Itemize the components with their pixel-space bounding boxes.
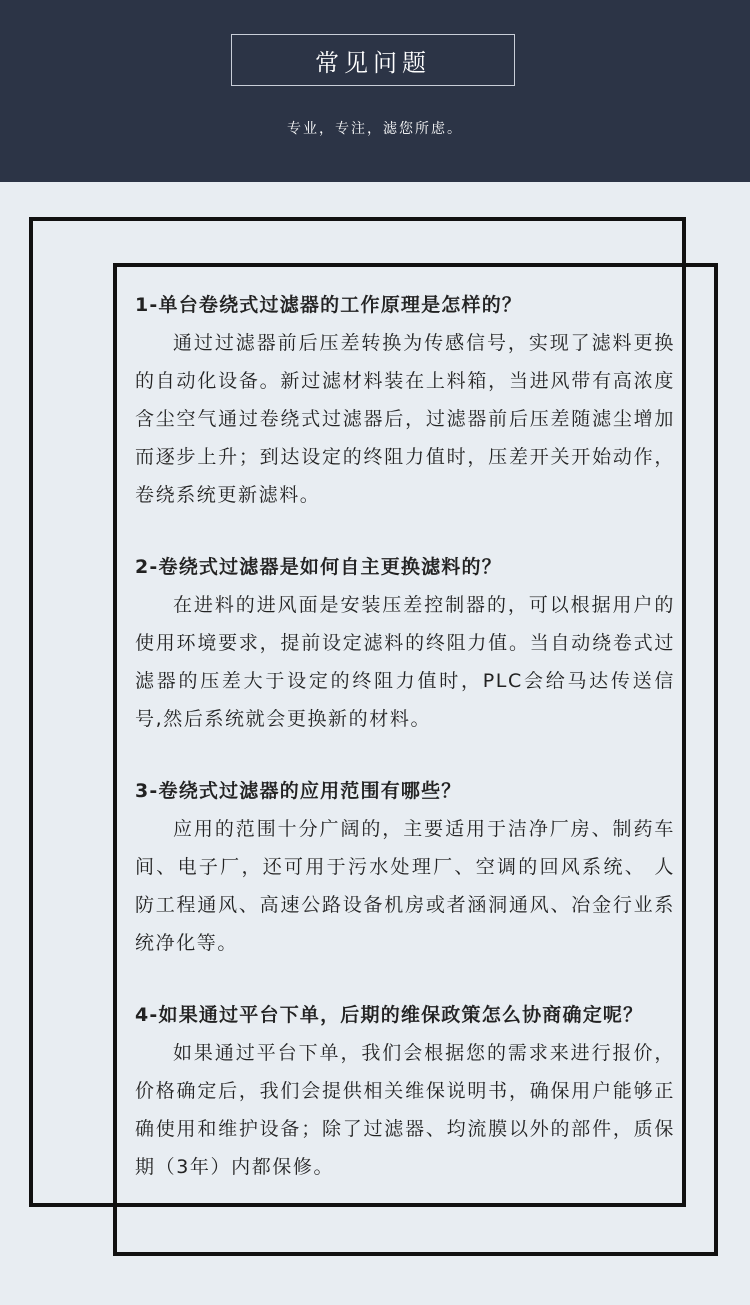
faq-answer: 通过过滤器前后压差转换为传感信号，实现了滤料更换的自动化设备。新过滤材料装在上料箱，当进风带有高浓度含尘空气通过卷绕式过滤器后，过滤器前后压差随滤尘增加而逐步上升；到达设定的终阻力值时，压差开关开始动作，卷绕系统更新滤料。 bbox=[135, 332, 675, 506]
page-header bbox=[0, 0, 750, 182]
faq-item bbox=[135, 286, 675, 514]
faq-question: 3-卷绕式过滤器的应用范围有哪些？ bbox=[135, 780, 462, 802]
faq-item bbox=[135, 772, 675, 962]
page-title: 常见问题 bbox=[231, 34, 515, 86]
faq-item bbox=[135, 996, 675, 1186]
page-subtitle: 专业，专注，滤您所虑。 bbox=[287, 121, 463, 137]
faq-question: 2-卷绕式过滤器是如何自主更换滤料的？ bbox=[135, 556, 502, 578]
faq-question: 4-如果通过平台下单，后期的维保政策怎么协商确定呢？ bbox=[135, 1004, 644, 1026]
faq-answer: 在进料的进风面是安装压差控制器的，可以根据用户的使用环境要求，提前设定滤料的终阻力值。当自动绕卷式过滤器的压差大于设定的终阻力值时，PLC会给马达传送信号,然后系统就会更换新的材料。 bbox=[135, 594, 675, 730]
faq-answer: 应用的范围十分广阔的，主要适用于洁净厂房、制药车间、电子厂，还可用于污水处理厂、空调的回风系统、 人防工程通风、高速公路设备机房或者涵洞通风、冶金行业系统净化等。 bbox=[135, 818, 675, 954]
faq-item bbox=[135, 548, 675, 738]
faq-question: 1-单台卷绕式过滤器的工作原理是怎样的？ bbox=[135, 294, 523, 316]
faq-answer: 如果通过平台下单，我们会根据您的需求来进行报价，价格确定后，我们会提供相关维保说明书，确保用户能够正确使用和维护设备；除了过滤器、均流膜以外的部件，质保期（3年）内都保修。 bbox=[135, 1042, 675, 1178]
faq-list bbox=[135, 286, 675, 1220]
